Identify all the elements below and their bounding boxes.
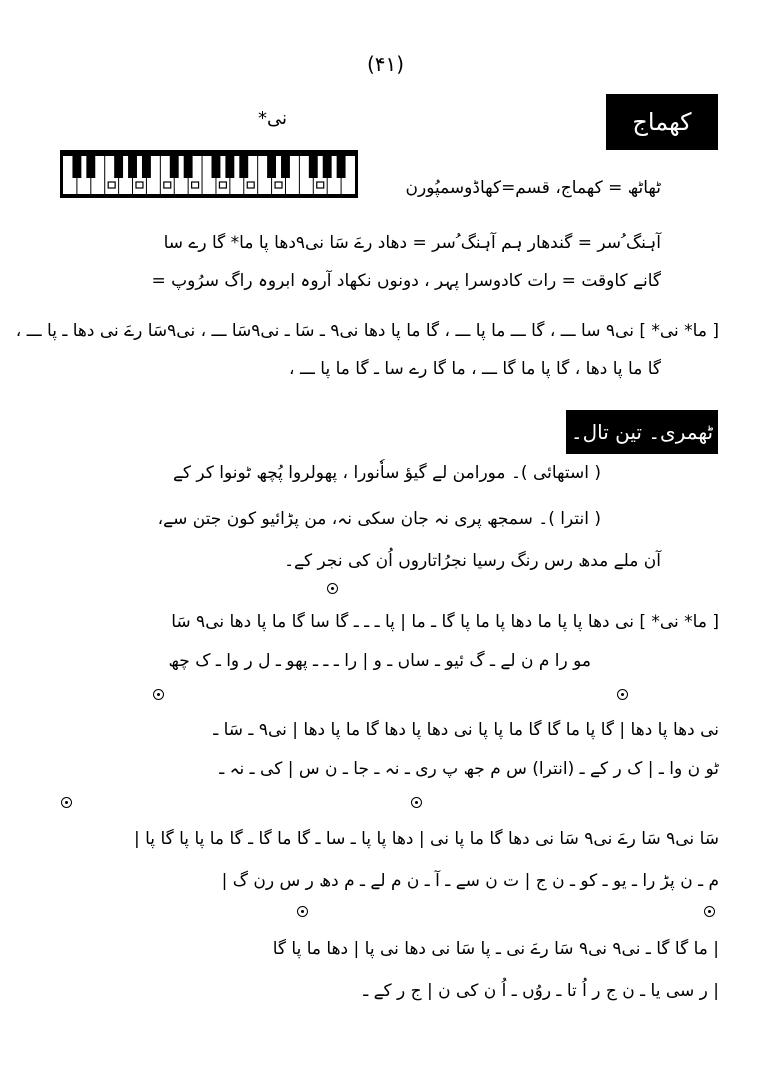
swaroop-line-2: گا ما پا دھا ، گا پا ما گا ـــ ، ما گا رے سا ـ گا ما پا ـــ ، <box>289 359 661 379</box>
sam-dot <box>617 689 628 700</box>
notation-row-1-lyrics: مو را م ن لے ـ گ ئیو ـ ساں ـ و | را ـ ـ ـ پھو ـ ل ر وا ـ ک چھ <box>168 651 591 671</box>
page-number: (۴۱) <box>366 52 405 76</box>
thumri-title: ٹھمری۔ تین تال۔ <box>566 410 718 454</box>
antra-line: ( انترا )۔ سمجھ پری نہ جان سکی نہ، من پڑائیو کون جتن سے، <box>157 509 601 529</box>
notation-row-3-notes: سَا نی۹ سَا رےَ نی۹ سَا نی دھا گا ما پا نی | دھا پا پا ـ سا ـ گا ما گا ـ گا ما پا پا گا پا | <box>134 829 719 849</box>
raag-title: کھماج <box>606 94 718 150</box>
sam-dot <box>411 797 422 808</box>
notation-row-2-lyrics: ٹو ن وا ـ | ک ر کے ـ (انترا) س م جھ پ ری ـ نہ ـ جا ـ ن س | کی ـ نہ ـ <box>219 759 719 779</box>
notation-row-1-notes: [ ما* نی* ] نی دھا پا پا ما دھا پا ما پا گا ـ ما | پا ـ ـ ـ گا سا گا ما پا دھا نی۹ سَا <box>171 612 719 632</box>
notation-row-4-lyrics: | ر سی یا ـ ن ج ر اُ تا ـ روُں ـ اُ ن کی ن | ج ر کے ـ <box>363 981 719 1001</box>
antra-line-2: آن ملے مدھ رس رنگ رسیا نجرُاتاروں اُن کی نجر کے۔ <box>284 551 661 571</box>
sam-dot <box>704 906 715 917</box>
time-line: گانے کاوقت = رات کادوسرا پہر ، دونوں نکھاد آروہ ابروہ راگ سرُوپ = <box>151 271 661 291</box>
keyboard-diagram <box>60 150 358 198</box>
sam-dot <box>327 583 338 594</box>
notation-row-2-notes: نی دھا پا دھا | گا پا ما گا گا ما پا پا نی دھا پا دھا گا ما پا دھا | نی۹ ـ سَا ـ <box>213 720 719 740</box>
aahang-line: آہنگ ُسر = گندھار ہم آہنگ ُسر = دھاد رےَ سَا نی۹دھا پا ما* گا رے سا <box>163 233 661 253</box>
notation-row-4-notes: | ما گا گا ـ نی۹ نی۹ سَا رےَ نی ـ پا سَا نی دھا نی پا | دھا ما پا گا <box>272 939 719 959</box>
notation-row-3-lyrics: م ـ ن پڑ را ـ یو ـ کو ـ ن ج | ت ن سے ـ آ ـ ن م لے ـ م دھ ر س رن گ | <box>221 871 719 891</box>
sam-dot <box>153 689 164 700</box>
swaroop-line-1: [ ما* نی* ] نی۹ سا ـــ ، گا ـــ ما پا ـــ ، گا ما پا دھا نی۹ ـ سَا ـ نی۹سَا ـــ ، نی۹سَا رےَ نی دھا ـ پا ـــ ، <box>15 321 719 341</box>
sam-dot <box>61 797 72 808</box>
sam-dot <box>297 906 308 917</box>
note-marker: نی* <box>258 108 288 129</box>
thaat-line: ٹھاٹھ = کھماج، قسم=کھاڈوسمپُورن <box>405 178 661 198</box>
asthai-line: ( استھائی )۔ مورامن لے گیؤ ساٗنورا ، پھولروا پُچھ ٹونوا کر کے <box>172 463 601 483</box>
